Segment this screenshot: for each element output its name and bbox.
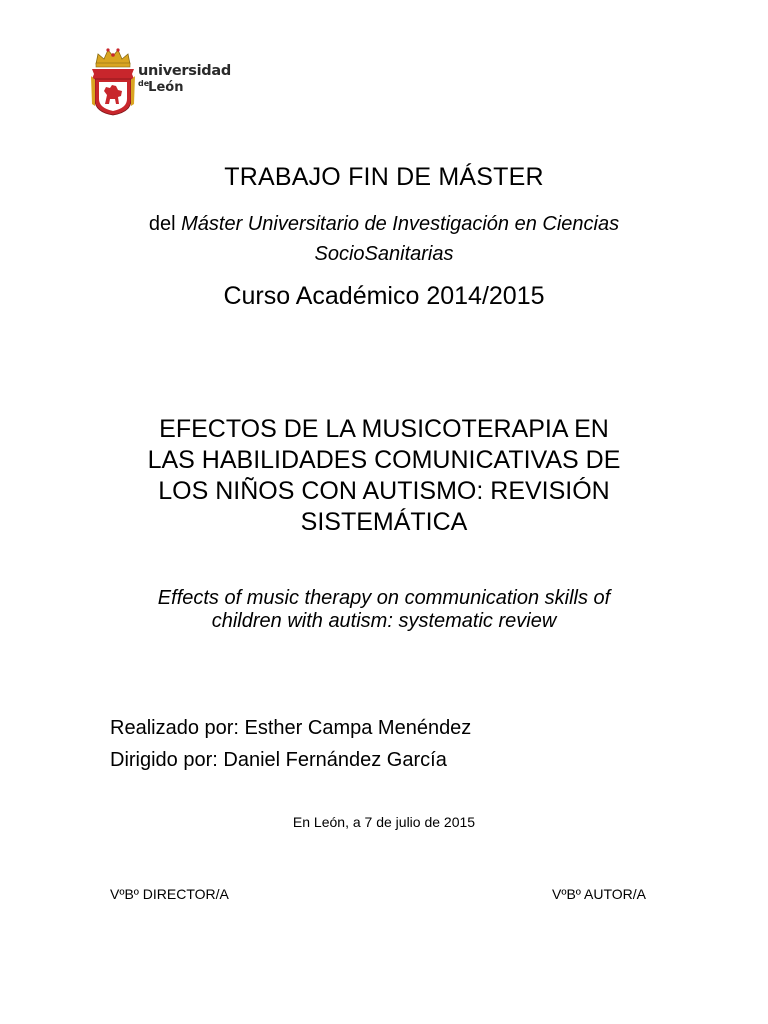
logo-word-de: de [138,78,150,88]
title-es-line: LAS HABILIDADES COMUNICATIVAS DE [147,446,621,474]
title-es-line: LOS NIÑOS CON AUTISMO: REVISIÓN [158,477,610,505]
title-es-line: SISTEMÁTICA [300,508,468,536]
logo-word-leon [138,80,231,94]
logo-word-leon-text: León [148,79,184,95]
author-credit: Realizado por: Esther Campa Menéndez [110,717,472,739]
title-en-line: Effects of music therapy on communication skills of [157,587,611,609]
author-signature-label: VºBº AUTOR/A [552,886,646,902]
thesis-title-english [0,587,768,633]
program-prefix: del [148,213,182,235]
program-name [0,209,768,269]
director-signature-label: VºBº DIRECTOR/A [110,886,229,902]
title-es-line: EFECTOS DE LA MUSICOTERAPIA EN [159,415,609,443]
title-en-line: children with autism: systematic review [211,610,557,632]
document-type: TRABAJO FIN DE MÁSTER [224,163,544,191]
director-credit: Dirigido por: Daniel Fernández García [110,749,447,771]
logo-word-universidad: universidad [138,63,231,79]
program-line-2: SocioSanitarias [314,243,454,265]
logo-wordmark [138,64,231,94]
crest-icon [90,46,136,116]
academic-year: Curso Académico 2014/2015 [223,282,545,310]
thesis-title-spanish [0,414,768,538]
place-date: En León, a 7 de julio de 2015 [292,814,476,830]
university-logo [90,46,240,116]
program-line-1: Máster Universitario de Investigación en Ciencias [181,213,620,235]
credits [110,712,471,776]
